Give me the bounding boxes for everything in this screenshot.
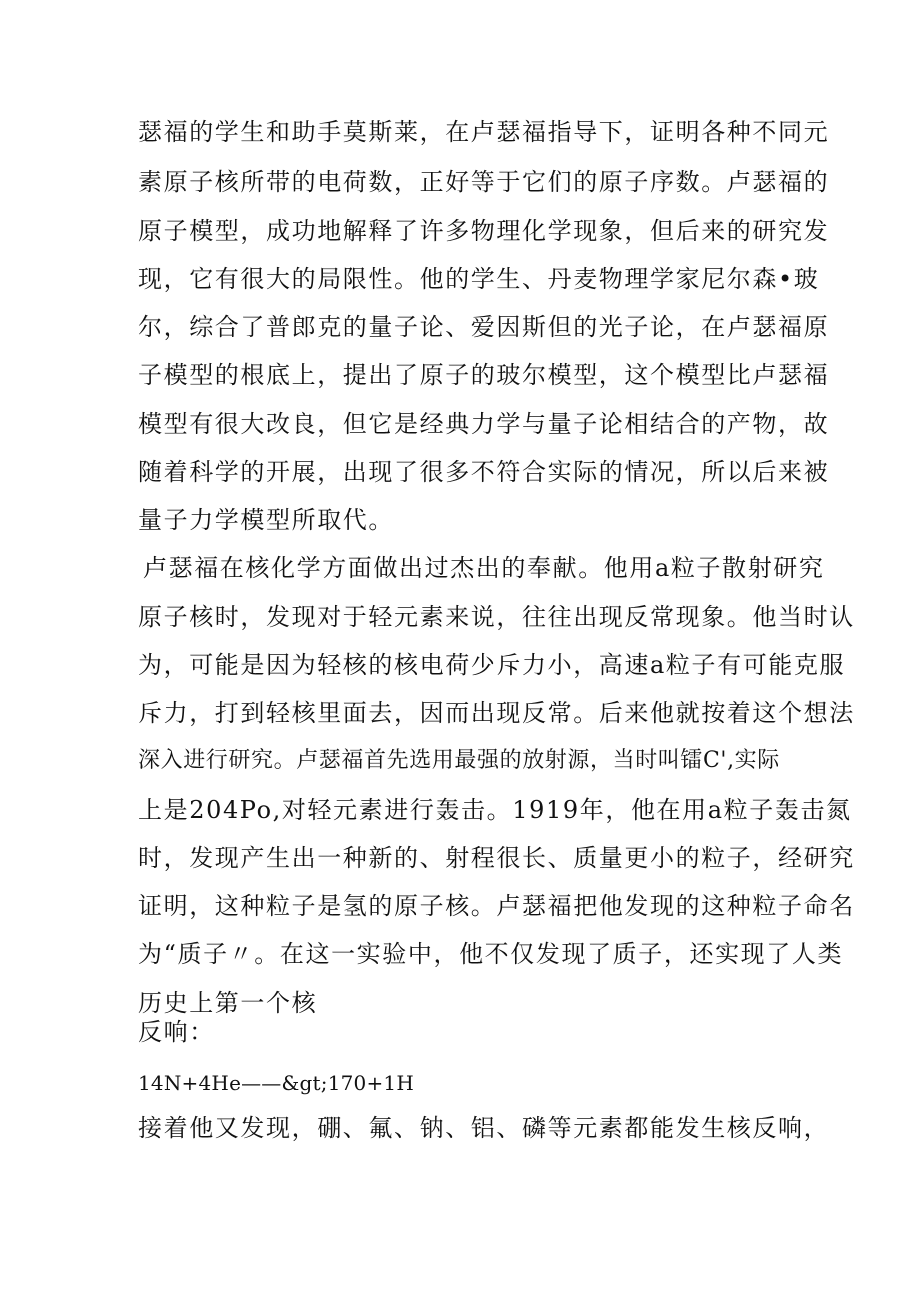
paragraph-2-line-7: 时，发现产生出一种新的、射程很长、质量更小的粒子，经研究 (138, 844, 855, 872)
paragraph-2-line-9: 为“质子〃。在这一实验中，他不仅发现了质子，还实现了人类 (138, 940, 844, 968)
paragraph-1-line-2: 素原子核所带的电荷数，正好等于它们的原子序数。卢瑟福的 (138, 168, 830, 196)
paragraph-1-line-4: 现，它有很大的局限性。他的学生、丹麦物理学家尼尔森•玻 (138, 265, 820, 293)
paragraph-2-line-10: 历史上第一个核 (138, 989, 318, 1017)
paragraph-2-line-3: 为，可能是因为轻核的核电荷少斥力小，高速a粒子有可能克服 (138, 651, 846, 679)
paragraph-1-line-7: 模型有很大改良，但它是经典力学与量子论相结合的产物，故 (138, 410, 830, 438)
paragraph-2-line-5: 深入进行研究。卢瑟福首先选用最强的放射源，当时叫镭C',实际 (138, 748, 780, 773)
paragraph-1-line-3: 原子模型，成功地解释了许多物理化学现象，但后来的研究发 (138, 217, 830, 245)
paragraph-2-line-2: 原子核时，发现对于轻元素来说，往往出现反常现象。他当时认 (138, 603, 855, 631)
paragraph-2-line-4: 斥力，打到轻核里面去，因而出现反常。后来他就按着这个想法 (138, 699, 855, 727)
paragraph-1-line-9: 量子力学模型所取代。 (138, 506, 394, 534)
paragraph-2-line-6: 上是204Po,对轻元素进行轰击。1919年，他在用a粒子轰击氮 (138, 796, 852, 824)
paragraph-1-line-1: 瑟福的学生和助手莫斯莱，在卢瑟福指导下，证明各种不同元 (138, 118, 830, 146)
reaction-continuation: 反响： (138, 1018, 215, 1046)
paragraph-1-line-8: 随着科学的开展，出现了很多不符合实际的情况，所以后来被 (138, 458, 830, 486)
paragraph-2-line-1: 卢瑟福在核化学方面做出过杰出的奉献。他用a粒子散射研究 (143, 554, 825, 582)
paragraph-1-line-6: 子模型的根底上，提出了原子的玻尔模型，这个模型比卢瑟福 (138, 361, 830, 389)
paragraph-3-line-1: 接着他又发现，硼、氟、钠、铝、磷等元素都能发生核反响， (138, 1114, 830, 1142)
paragraph-2-line-8: 证明，这种粒子是氢的原子核。卢瑟福把他发现的这种粒子命名 (138, 892, 855, 920)
paragraph-1-line-5: 尔，综合了普郎克的量子论、爱因斯但的光子论，在卢瑟福原 (138, 313, 830, 341)
nuclear-reaction-formula: 14N+4He——&gt;170+1H (138, 1071, 414, 1095)
